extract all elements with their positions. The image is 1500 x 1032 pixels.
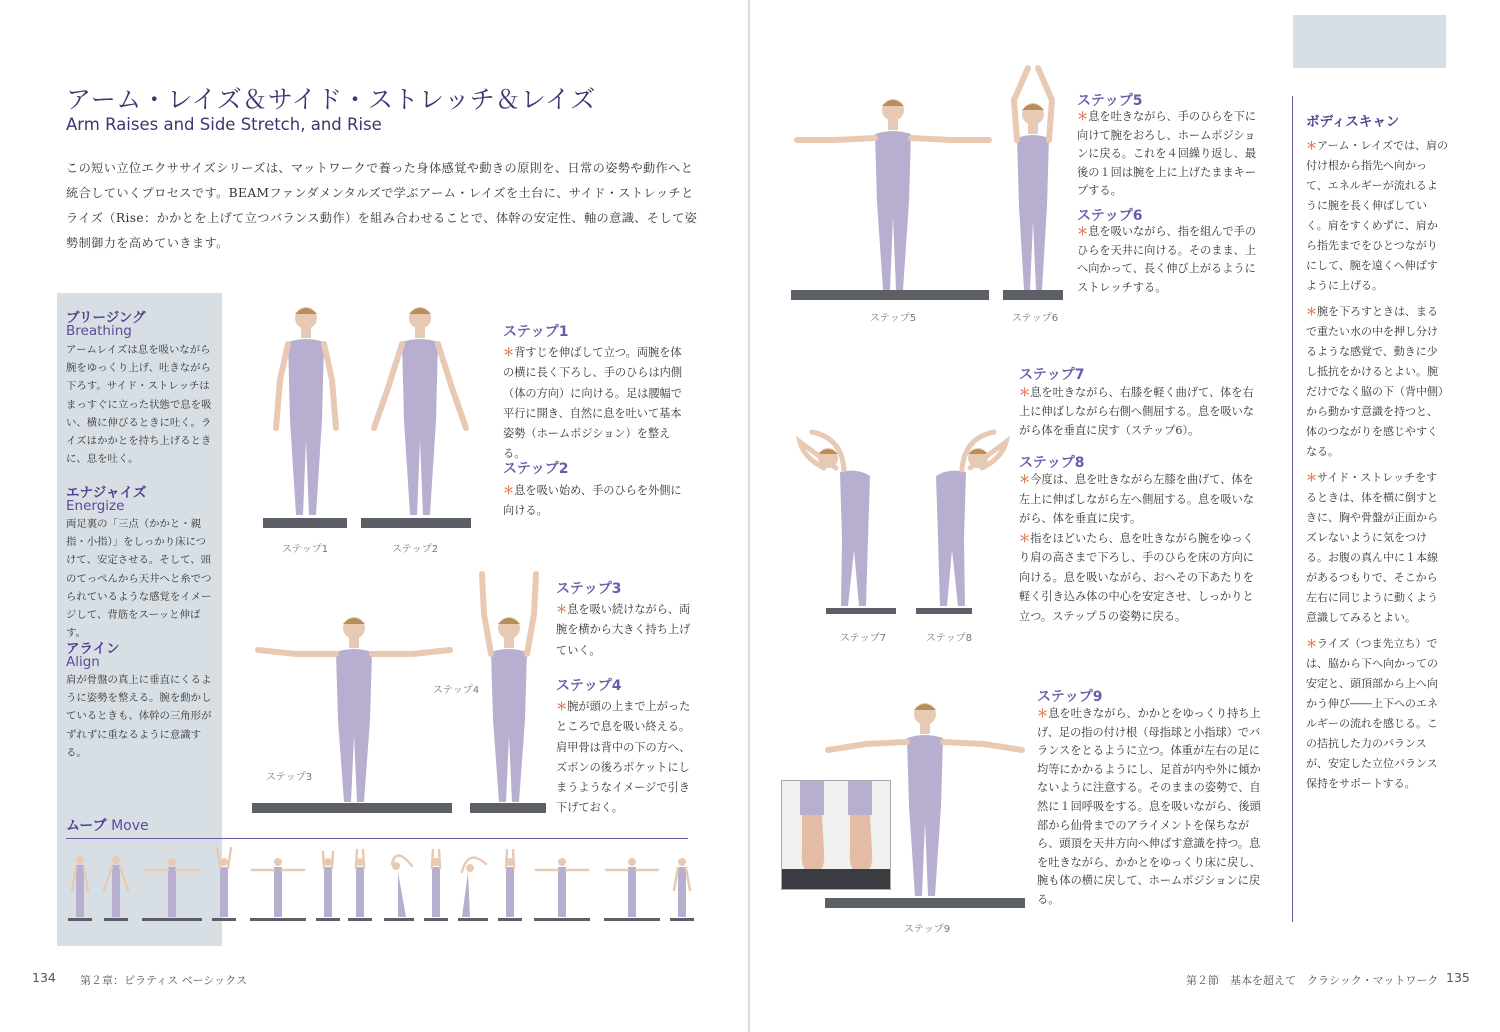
page-gutter <box>748 0 750 1032</box>
intro-paragraph: この短い立位エクササイズシリーズは、マットワークで養った身体感覚や動きの原則を、日常の姿勢や動作へと統合していくプロセスです。BEAMファンダメンタルズで学ぶアーム・レイズを土台に、サイド・ストレッチとライズ（Rise：かかとを上げて立つバランス動作）を組み合わせることで、体幹の安定性、軸の意識、そして姿勢制御力を高めていきます。 <box>66 161 698 250</box>
caption-step4: ステップ4 <box>433 685 480 696</box>
figure-step1 <box>264 300 348 530</box>
breathing-heading: ブリージング <box>66 310 146 326</box>
page-title: アーム・レイズ＆サイド・ストレッチ＆レイズ <box>66 85 596 114</box>
body-scan-heading: ボディスキャン <box>1306 114 1400 130</box>
caption-step2: ステップ2 <box>392 544 439 555</box>
mat-step5 <box>791 290 989 300</box>
feet-detail-inset <box>781 780 891 890</box>
step9-heading: ステップ9 <box>1037 689 1103 705</box>
caption-step8: ステップ8 <box>926 633 973 644</box>
step2-heading: ステップ2 <box>503 461 569 477</box>
body-scan-item: ＊サイド・ストレッチをするときは、体を横に倒すときに、胸や骨盤が正面からズレないように気をつける。お腹の真ん中に１本線があるつもりで、そこから左右に同じように動くよう意識してみるとよい。 <box>1306 471 1438 624</box>
breathing-text: アームレイズは息を吸いながら腕をゆっくり上げ、吐きながら下ろす。サイド・ストレッチはまっすぐに立った状態で息を吸い、横に伸びるときに吐く。ライズはかかとを持ち上げるときに、息を吐く。 <box>66 344 212 466</box>
corner-tab <box>1293 15 1446 68</box>
figure-step4 <box>474 570 544 810</box>
mat-step7 <box>826 608 896 614</box>
mat-step2 <box>361 518 471 528</box>
move-sequence-strip <box>66 846 696 926</box>
figure-step7 <box>796 428 896 613</box>
mat-step1 <box>263 518 347 528</box>
caption-step5: ステップ5 <box>870 313 917 324</box>
figure-step5 <box>795 96 991 296</box>
step3-heading: ステップ3 <box>556 581 622 597</box>
step5-heading: ステップ5 <box>1077 93 1143 109</box>
step6-text: ＊息を吸いながら、指を組んで手のひらを天井に向ける。そのまま、上へ向かって、長く伸び上がるようにストレッチする。 <box>1077 225 1257 294</box>
align-heading: アライン <box>66 641 120 657</box>
energize-heading: エナジャイズ <box>66 485 147 501</box>
step7-text: ＊息を吐きながら、右膝を軽く曲げて、体を右上に伸ばしながら右側へ側屈する。息を吸いながら体を垂直に戻す（ステップ6）。 <box>1019 386 1254 437</box>
body-scan-list <box>1306 136 1448 800</box>
page-subtitle: Arm Raises and Side Stretch, and Rise <box>66 115 382 134</box>
step6-heading: ステップ6 <box>1077 208 1143 224</box>
align-text: 肩が骨盤の真上に垂直にくるように姿勢を整える。腕を動かしているときも、体幹の三角形がずれずに重なるように意識する。 <box>66 674 212 759</box>
feet-closeup-image <box>782 781 891 890</box>
caption-step6: ステップ6 <box>1012 313 1059 324</box>
figure-step8 <box>910 428 1010 613</box>
step5-text: ＊息を吐きながら、手のひらを下に向けて腕をおろし、ホームポジションに戻る。これを４回繰り返し、最後の１回は腕を上に上げたままキープする。 <box>1077 110 1257 197</box>
caption-step3: ステップ3 <box>266 772 313 783</box>
breathing-heading-en: Breathing <box>66 323 132 339</box>
move-heading: ムーブ Move <box>66 818 149 834</box>
body-scan-item: ＊ライズ（つま先立ち）では、脇から下へ向かっての安定と、頭頂部から上へ向かう伸び――上下へのエネルギーの流れを感じる。この拮抗した力のバランスが、安定した立位バランス保持をサポートする。 <box>1306 637 1438 790</box>
step1-text: ＊背すじを伸ばして立つ。両腕を体の横に長く下ろし、手のひらは内側（体の方向）に向ける。足は腰幅で平行に開き、自然に息を吐いて基本姿勢（ホームポジション）を整える。 <box>503 346 683 461</box>
step9-text: ＊息を吐きながら、かかとをゆっくり持ち上げ、足の指の付け根（母指球と小指球）でバランスをとるように立つ。体重が左右の足に均等にかかるようにし、足首が内や外に傾かないように注意する。そのままの姿勢で、自然に１回呼吸をする。息を吸いながら、後頭部から仙骨までのアライメントを保ちながら、頭頂を天井方向へ伸ばす意識を持つ。息を吐きながら、かかとをゆっくり床に戻し、腕も体の横に戻して、ホームポジションに戻る。 <box>1037 707 1261 906</box>
mat-step9 <box>825 898 1025 908</box>
step4-text: ＊腕が頭の上まで上がったところで息を吸い終える。肩甲骨は背中の下の方へ、ズボンの後ろポケットにしまうようなイメージで引き下げておく。 <box>556 700 691 815</box>
caption-step1: ステップ1 <box>282 544 329 555</box>
step3-text: ＊息を吸い続けながら、両腕を横から大きく持ち上げていく。 <box>556 603 691 657</box>
page-number-right: 135 <box>1446 970 1470 985</box>
body-scan-rule <box>1292 96 1293 922</box>
step1-heading: ステップ1 <box>503 324 569 340</box>
caption-step9: ステップ9 <box>904 924 951 935</box>
figure-step6 <box>1008 64 1058 296</box>
step8-heading: ステップ8 <box>1019 455 1085 471</box>
mat-step6 <box>1003 290 1063 300</box>
body-scan-item: ＊腕を下ろすときは、まるで重たい水の中を押し分けるような感覚で、動きに少し抵抗をかけるとよい。腕だけでなく脇の下（背中側）から動かす意識を持つと、体のつながりを感じやすくなる。 <box>1306 305 1444 458</box>
step8-text: ＊今度は、息を吐きながら左膝を曲げて、体を左上に伸ばしながら左へ側屈する。息を吸いながら、体を垂直に戻す。 ＊指をほどいたら、息を吐きながら腕をゆっくり肩の高さまで下ろし、手のひらを床の方向に向ける。息を吸いながら、おへその下あたりを軽く引き込み体の中心を安定させ、しっかりと立つ。ステップ５の姿勢に戻る。 <box>1019 473 1254 623</box>
step2-text: ＊息を吸い始め、手のひらを外側に向ける。 <box>503 484 682 518</box>
step4-heading: ステップ4 <box>556 678 622 694</box>
step7-heading: ステップ7 <box>1019 367 1085 383</box>
align-heading-en: Align <box>66 654 100 670</box>
energize-text: 両足裏の「三点（かかと・親指・小指）」をしっかり床につけて、安定させる。そして、頭のてっぺんから天井へと糸でつられているような感覚をイメージして、背筋をスーッと伸ばす。 <box>66 518 212 640</box>
caption-step7: ステップ7 <box>840 633 887 644</box>
energize-heading-en: Energize <box>66 498 125 514</box>
chapter-title: 第２章：ピラティス ベーシックス <box>80 974 248 987</box>
section-title: 第２節 基本を超えて クラシック・マットワーク <box>1186 974 1439 987</box>
body-scan-item: ＊アーム・レイズでは、肩の付け根から指先へ向かって、エネルギーが流れるように腕を長く伸ばしていく。肩をすくめずに、肩から指先までをひとつながりにして、腕を遠くへ伸ばすように上げる。 <box>1306 139 1449 292</box>
page-number-left: 134 <box>32 970 56 985</box>
figure-step2 <box>370 300 470 530</box>
mat-step4 <box>470 803 546 813</box>
mat-step8 <box>916 608 972 614</box>
mat-step3 <box>252 803 452 813</box>
move-rule <box>66 838 688 839</box>
